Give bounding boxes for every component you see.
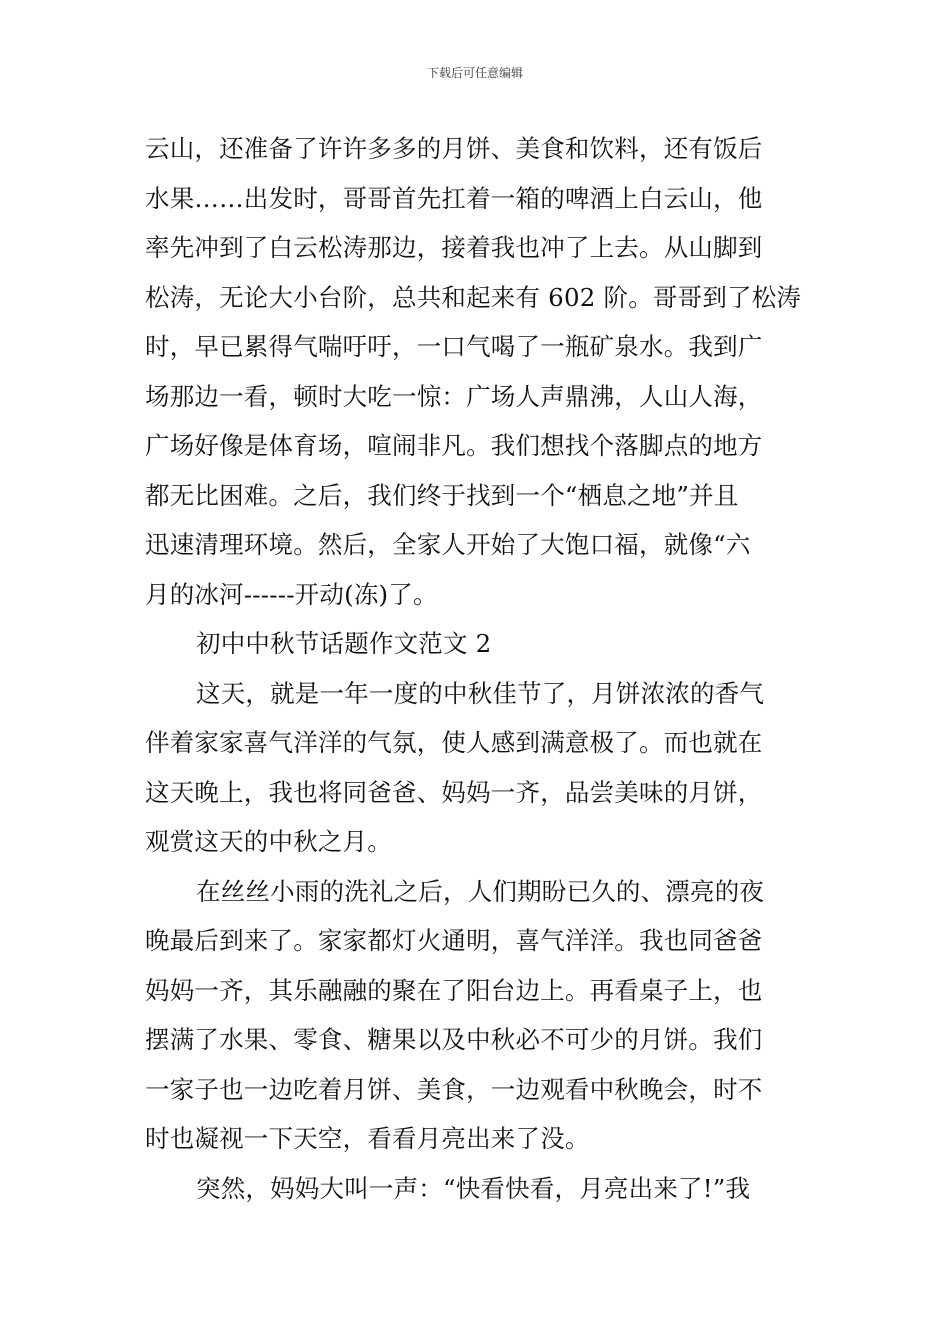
text-line: 伴着家家喜气洋洋的气氛，使人感到满意极了。而也就在 bbox=[145, 728, 763, 757]
text-line: 这天晚上，我也将同爸爸、妈妈一齐，品尝美味的月饼， bbox=[145, 777, 763, 807]
document-body bbox=[145, 124, 810, 1213]
text-line: 迅速清理环境。然后，全家人开始了大饱口福，就像“六 bbox=[145, 530, 751, 559]
text-line: 云山，还准备了许许多多的月饼、美食和饮料，还有饭后 bbox=[145, 134, 763, 163]
text-line: 广场好像是体育场，喧闹非凡。我们想找个落脚点的地方 bbox=[145, 431, 763, 460]
text-line: 摆满了水果、零食、糖果以及中秋必不可少的月饼。我们 bbox=[145, 1025, 763, 1054]
text-line: 松涛，无论大小台阶，总共和起来有 602 阶。哥哥到了松涛 bbox=[145, 282, 802, 312]
text-line: 时，早已累得气喘吁吁，一口气喝了一瓶矿泉水。我到广 bbox=[145, 332, 763, 361]
text-line: 这天，就是一年一度的中秋佳节了，月饼浓浓的香气 bbox=[196, 678, 765, 708]
text-line: 场那边一看，顿时大吃一惊：广场人声鼎沸，人山人海， bbox=[145, 381, 763, 411]
text-line: 月的冰河------开动(冻)了。 bbox=[145, 579, 438, 609]
text-line: 一家子也一边吃着月饼、美食，一边观看中秋晚会，时不 bbox=[145, 1074, 763, 1104]
text-line: 晚最后到来了。家家都灯火通明，喜气洋洋。我也同爸爸 bbox=[145, 926, 763, 955]
text-line: 都无比困难。之后，我们终于找到一个“栖息之地”并且 bbox=[145, 480, 739, 510]
text-line: 观赏这天的中秋之月。 bbox=[145, 827, 392, 856]
page-header: 下载后可任意编辑 bbox=[426, 66, 523, 80]
text-line: 突然，妈妈大叫一声：“快看快看，月亮出来了!”我 bbox=[196, 1173, 751, 1203]
text-line: 时也凝视一下天空，看看月亮出来了没。 bbox=[145, 1124, 590, 1153]
section-heading: 初中中秋节话题作文范文 2 bbox=[196, 629, 492, 658]
text-line: 水果……出发时，哥哥首先扛着一箱的啤酒上白云山，他 bbox=[145, 183, 763, 213]
text-line: 率先冲到了白云松涛那边，接着我也冲了上去。从山脚到 bbox=[145, 233, 763, 262]
text-line: 妈妈一齐，其乐融融的聚在了阳台边上。再看桌子上，也 bbox=[145, 975, 763, 1005]
text-line: 在丝丝小雨的洗礼之后，人们期盼已久的、漂亮的夜 bbox=[196, 876, 765, 906]
